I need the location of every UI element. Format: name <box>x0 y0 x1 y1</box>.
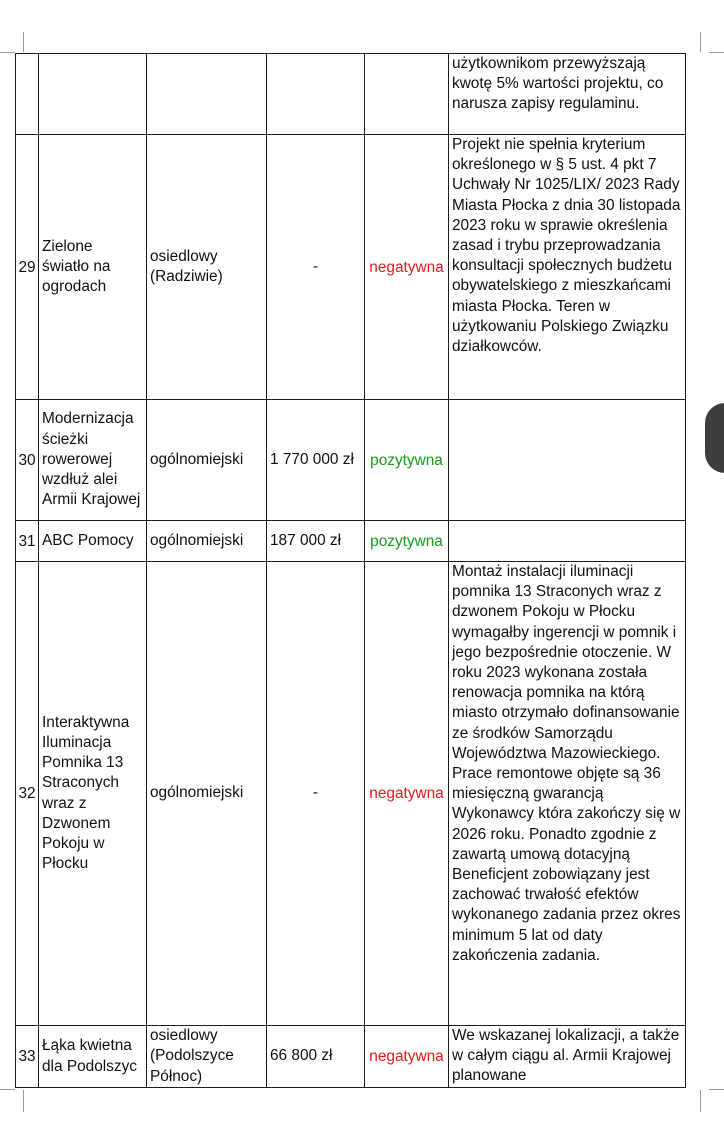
crop-mark-bottom-right-v <box>700 1090 701 1112</box>
evaluation-note: Projekt nie spełnia kryterium określonego w § 5 ust. 4 pkt 7 Uchwały Nr 1025/LIX/ 2023 Rady Miasta Płocka z dnia 30 listopada 2023 roku w sprawie określenia zasad i trybu przeprowadzania konsultacji społecznych budżetu obywatelskiego z mieszkańcami miasta Płocka. Teren w użytkowaniu Polskiego Związku działkowców. <box>449 135 686 400</box>
project-name: Łąka kwietna dla Podolszyc <box>39 1026 147 1088</box>
table-row <box>16 135 686 400</box>
project-type: ogólnomiejski <box>147 521 267 562</box>
evaluation-note: We wskazanej lokalizacji, a także w całym ciągu al. Armii Krajowej planowane <box>449 1026 686 1088</box>
project-name: Interaktywna Iluminacja Pomnika 13 Straconych wraz z Dzwonem Pokoju w Płocku <box>39 562 147 1026</box>
project-evaluation <box>365 54 449 135</box>
project-name: ABC Pomocy <box>39 521 147 562</box>
project-type: ogólnomiejski <box>147 400 267 521</box>
scroll-handle[interactable] <box>705 403 724 473</box>
table-row <box>16 562 686 1026</box>
project-cost <box>267 54 365 135</box>
project-cost: - <box>267 562 365 1026</box>
project-name: Zielone światło na ogrodach <box>39 135 147 400</box>
project-evaluation: negatywna <box>365 1026 449 1088</box>
crop-mark-top-left-v <box>23 32 24 52</box>
row-number: 30 <box>16 400 39 521</box>
row-number: 32 <box>16 562 39 1026</box>
evaluation-note <box>449 521 686 562</box>
project-cost: 187 000 zł <box>267 521 365 562</box>
crop-mark-bottom-left-h <box>0 1089 15 1090</box>
project-name <box>39 54 147 135</box>
project-evaluation: pozytywna <box>365 400 449 521</box>
project-type: ogólnomiejski <box>147 562 267 1026</box>
crop-mark-bottom-right-h <box>709 1089 724 1090</box>
row-number: 29 <box>16 135 39 400</box>
project-cost: - <box>267 135 365 400</box>
project-cost: 1 770 000 zł <box>267 400 365 521</box>
crop-mark-top-right-v <box>700 32 701 52</box>
row-number: 33 <box>16 1026 39 1088</box>
evaluation-note <box>449 400 686 521</box>
project-name: Modernizacja ścieżki rowerowej wzdłuż alei Armii Krajowej <box>39 400 147 521</box>
table-row <box>16 521 686 562</box>
crop-mark-top-left-h <box>0 52 15 53</box>
project-type: osiedlowy (Radziwie) <box>147 135 267 400</box>
table-row <box>16 54 686 135</box>
project-evaluation: pozytywna <box>365 521 449 562</box>
table-row <box>16 400 686 521</box>
projects-table <box>15 53 686 1088</box>
row-number <box>16 54 39 135</box>
project-evaluation: negatywna <box>365 562 449 1026</box>
evaluation-note: użytkownikom przewyższają kwotę 5% wartości projektu, co narusza zapisy regulaminu. <box>449 54 686 135</box>
crop-mark-bottom-left-v <box>23 1090 24 1112</box>
crop-mark-top-right-h <box>709 52 724 53</box>
project-type: osiedlowy (Podolszyce Północ) <box>147 1026 267 1088</box>
project-cost: 66 800 zł <box>267 1026 365 1088</box>
evaluation-note: Montaż instalacji iluminacji pomnika 13 Straconych wraz z dzwonem Pokoju w Płocku wymagałby ingerencji w pomnik i jego bezpośrednie otoczenie. W roku 2023 wykonana została renowacja pomnika na którą miasto otrzymało dofinansowanie ze środków Samorządu Województwa Mazowieckiego. Prace remontowe objęte są 36 miesięczną gwarancją Wykonawcy która zakończy się w 2026 roku. Ponadto zgodnie z zawartą umową dotacyjną Beneficjent zobowiązany jest zachować trwałość efektów wykonanego zadania przez okres minimum 5 lat od daty zakończenia zadania. <box>449 562 686 1026</box>
project-type <box>147 54 267 135</box>
row-number: 31 <box>16 521 39 562</box>
project-evaluation: negatywna <box>365 135 449 400</box>
table-row <box>16 1026 686 1088</box>
